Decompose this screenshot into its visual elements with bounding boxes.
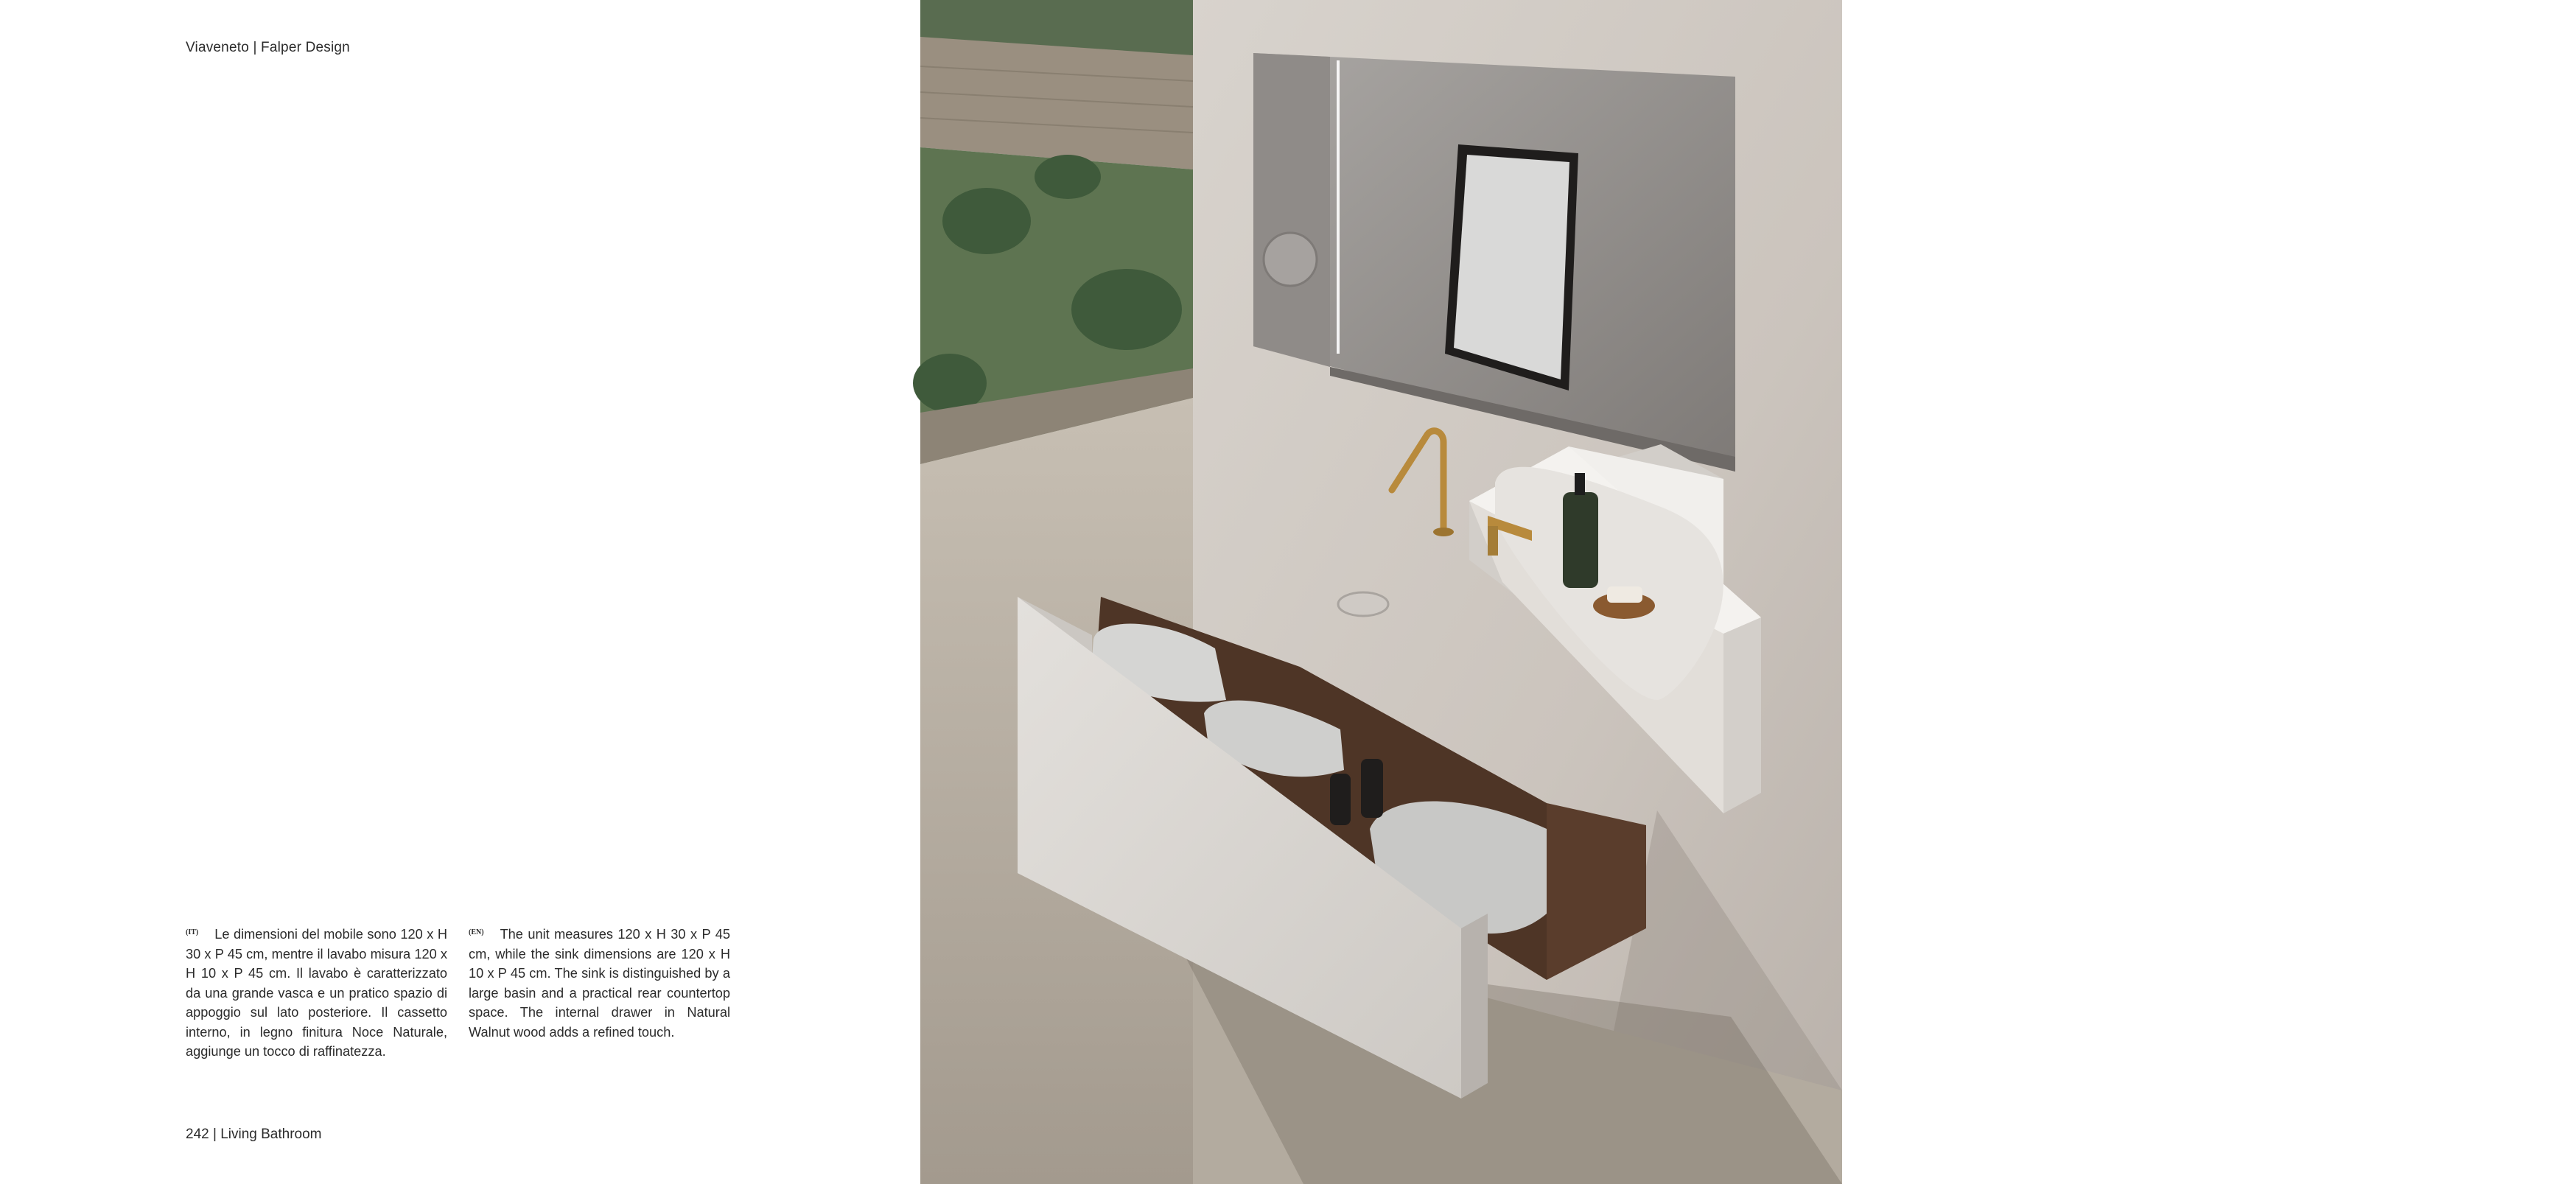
mirror-side-panel <box>1253 53 1330 367</box>
bathroom-vanity-illustration <box>920 0 1842 1184</box>
english-body-text: The unit measures 120 x H 30 x P 45 cm, while the sink dimensions are 120 x H 10 x P 45 cm. The sink is distinguished by a large basin and a practical rear countertop space. The internal drawer in Natural Walnut wood adds a refined touch. <box>469 927 730 1040</box>
framed-art-canvas <box>1454 155 1569 379</box>
right-page-folio: 243 <box>2552 1127 2576 1142</box>
drawer-front-thickness <box>1461 914 1488 1099</box>
soap-bottle <box>1563 492 1598 588</box>
soap-bottle-pump <box>1575 473 1585 495</box>
language-tag-it: (IT) <box>186 928 199 936</box>
soap-bar <box>1607 586 1642 603</box>
faucet-base <box>1433 528 1454 536</box>
left-page <box>0 0 920 1184</box>
english-text-column <box>469 925 730 1042</box>
left-page-folio: 242 | Living Bathroom <box>186 1127 322 1142</box>
magnifying-mirror <box>1264 233 1317 286</box>
sink-drain <box>1338 592 1388 616</box>
vanity-side-panel <box>1723 617 1761 813</box>
italian-text-column <box>186 925 447 1062</box>
stone-wall <box>920 37 1193 169</box>
faucet-handle-stem <box>1488 526 1498 556</box>
italian-body-text: Le dimensioni del mobile sono 120 x H 30 x P 45 cm, mentre il lavabo misura 120 x H 10 x P 45 cm. Il lavabo è caratterizzato da una grande vasca e un pratico spazio di appoggio sul lato posteriore. Il cassetto interno, in legno finitura Noce Naturale, aggiunge un tocco di raffinatezza. <box>186 927 447 1059</box>
language-tag-en: (EN) <box>469 928 484 936</box>
running-header: Viaveneto | Falper Design <box>186 40 350 55</box>
product-photo <box>920 0 2576 1184</box>
